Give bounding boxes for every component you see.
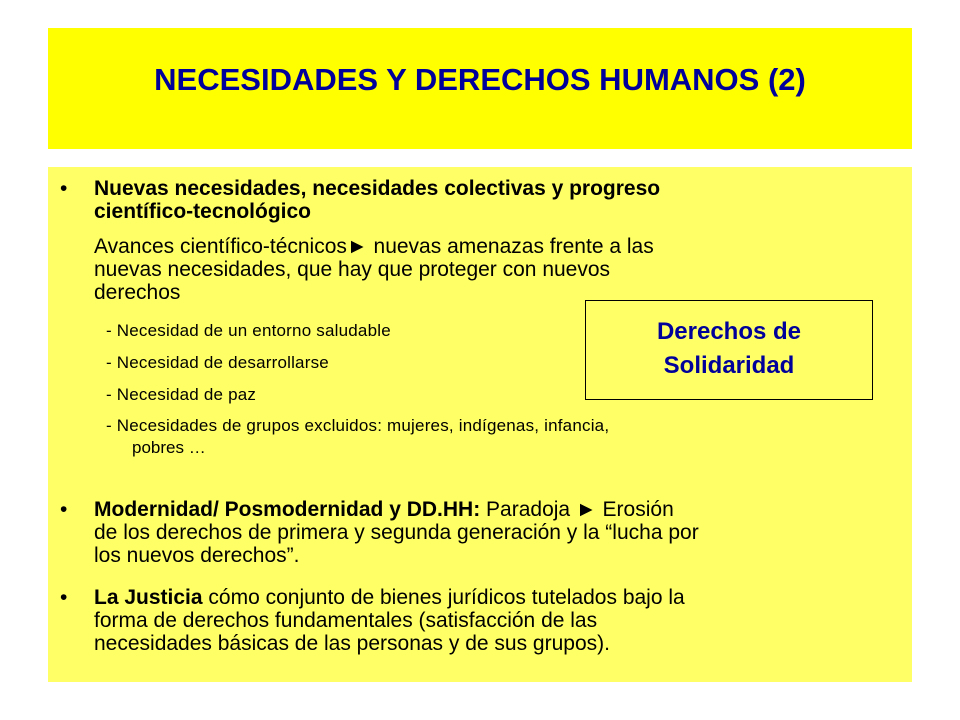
point2-line1-rest: Paradoja ► Erosión bbox=[480, 498, 674, 521]
bullet-marker: • bbox=[60, 498, 68, 521]
point3-bold-lead: La Justicia bbox=[94, 586, 203, 609]
list-item: - Necesidades de grupos excluidos: mujeres, indígenas, infancia, bbox=[106, 416, 610, 435]
slide-title: NECESIDADES Y DERECHOS HUMANOS (2) bbox=[154, 62, 806, 97]
point1-body-line1: Avances científico-técnicos► nuevas amenazas frente a las bbox=[94, 235, 654, 258]
point2-line2: de los derechos de primera y segunda generación y la “lucha por bbox=[94, 521, 699, 544]
list-item: - Necesidad de desarrollarse bbox=[106, 353, 329, 372]
bullet-marker: • bbox=[60, 177, 68, 200]
point3-line2: forma de derechos fundamentales (satisfacción de las bbox=[94, 609, 598, 632]
callout-line1: Derechos de bbox=[656, 318, 802, 345]
point3-line1-rest: cómo conjunto de bienes jurídicos tutelados bajo la bbox=[202, 586, 685, 609]
point1-body-line2: nuevas necesidades, que hay que proteger con nuevos bbox=[94, 258, 611, 281]
point3-line3: necesidades básicas de las personas y de sus grupos). bbox=[94, 632, 610, 655]
point2-line3: los nuevos derechos”. bbox=[94, 544, 300, 567]
point2-bold-lead: Modernidad/ Posmodernidad y DD.HH: bbox=[94, 498, 481, 521]
point1-body-line3: derechos bbox=[94, 281, 181, 304]
point1-heading-line2: científico-tecnológico bbox=[94, 200, 312, 223]
point1-heading-line1: Nuevas necesidades, necesidades colectivas y progreso bbox=[94, 177, 661, 200]
callout-line2: Solidaridad bbox=[663, 352, 795, 379]
point3-line1 bbox=[94, 586, 894, 609]
bullet-marker: • bbox=[60, 586, 68, 609]
list-item: - Necesidad de paz bbox=[106, 385, 257, 404]
point2-line1 bbox=[94, 498, 894, 521]
solidarity-rights-callout bbox=[585, 300, 873, 400]
list-item: - Necesidad de un entorno saludable bbox=[106, 321, 391, 340]
list-item-continuation: pobres … bbox=[132, 438, 206, 457]
title-banner bbox=[48, 28, 912, 149]
